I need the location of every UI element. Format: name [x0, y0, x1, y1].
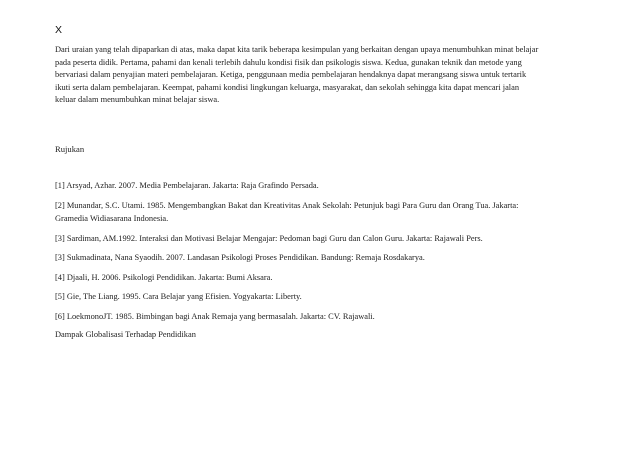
reference-item [55, 252, 595, 265]
paragraph-line: ikuti serta dalam pembelajaran. Keempat, pahami kondisi lingkungan keluarga, masyarakat, dan sekolah sehingga kita dapat mencari jalan [55, 82, 520, 92]
reference-line: [2] Munandar, S.C. Utami. 1985. Mengembangkan Bakat dan Kreativitas Anak Sekolah: Petunjuk bagi Para Guru dan Orang Tua. Jakarta: [55, 201, 519, 210]
conclusion-paragraph [55, 44, 595, 107]
reference-line: [4] Djaali, H. 2006. Psikologi Pendidikan. Jakarta: Bumi Aksara. [55, 273, 273, 282]
reference-item [55, 200, 595, 225]
paragraph-line: pada peserta didik. Pertama, pahami dan kenali terlebih dahulu kondisi fisik dan psikologis siswa. Kedua, gunakan teknik dan metode yang [55, 57, 522, 67]
reference-line: [5] Gie, The Liang. 1995. Cara Belajar yang Efisien. Yogyakarta: Liberty. [55, 292, 302, 301]
references-title: Rujukan [55, 144, 85, 154]
reference-item [55, 233, 595, 246]
paragraph-line: Dari uraian yang telah dipaparkan di atas, maka dapat kita tarik beberapa kesimpulan yang berkaitan dengan upaya menumbuhkan minat belajar [55, 45, 539, 54]
section-heading: X [55, 24, 63, 36]
reference-line: [3] Sardiman, AM.1992. Interaksi dan Motivasi Belajar Mengajar: Pedoman bagi Guru dan Calon Guru. Jakarta: Rajawali Pers. [55, 234, 483, 243]
reference-line: [3] Sukmadinata, Nana Syaodih. 2007. Landasan Psikologi Proses Pendidikan. Bandung: Remaja Rosdakarya. [55, 253, 425, 262]
paragraph-line: keluar dalam menumbuhkan minat belajar siswa. [55, 95, 220, 105]
next-section-title: Dampak Globalisasi Terhadap Pendidikan [55, 330, 196, 339]
reference-line: [6] LoekmonoJT. 1985. Bimbingan bagi Anak Remaja yang bermasalah. Jakarta: CV. Rajawali. [55, 312, 375, 321]
paragraph-line: bervariasi dalam penyajian materi pembelajaran. Ketiga, penggunaan media pembelajaran hendaknya dapat merangsang siswa untuk tertarik [55, 70, 527, 80]
reference-item [55, 291, 595, 304]
reference-item [55, 180, 595, 193]
reference-item [55, 272, 595, 285]
reference-line: Gramedia Widiasarana Indonesia. [55, 213, 169, 223]
reference-item [55, 311, 595, 324]
reference-line: [1] Arsyad, Azhar. 2007. Media Pembelajaran. Jakarta: Raja Grafindo Persada. [55, 181, 319, 190]
